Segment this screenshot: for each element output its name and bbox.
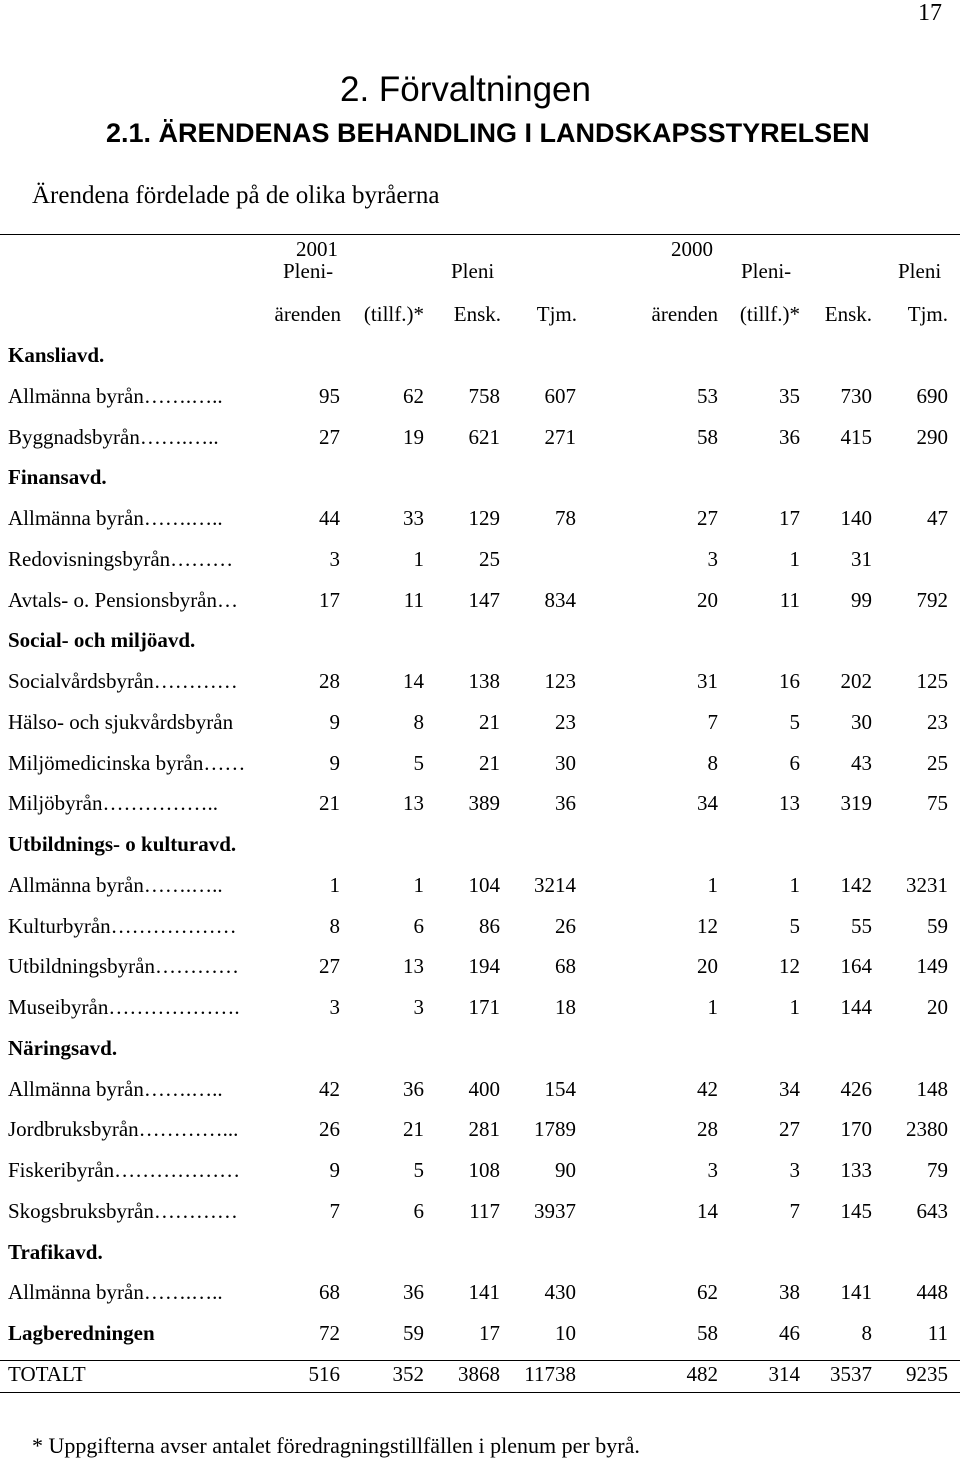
table-cell: 3937	[534, 1198, 576, 1223]
row-label: Utbildningsbyrån…………	[8, 954, 239, 979]
table-cell: 11738	[524, 1361, 576, 1386]
table-cell: 141	[840, 1280, 872, 1305]
table-cell: 125	[916, 669, 948, 693]
department-heading: Kansliavd.	[8, 343, 105, 367]
table-cell: 8	[707, 750, 718, 775]
table-cell: 1	[789, 995, 800, 1019]
header-year-2001: 2001	[296, 237, 338, 261]
table-cell: 11	[403, 587, 424, 612]
table-cell: 1789	[534, 1117, 576, 1142]
table-cell: 319	[840, 791, 872, 816]
table-cell: 123	[544, 669, 576, 693]
table-cell: 389	[468, 791, 500, 816]
table-cell: 42	[697, 1076, 718, 1101]
table-cell: 3231	[906, 872, 948, 897]
table-cell: 7	[707, 709, 718, 734]
table-cell: 3	[329, 995, 340, 1019]
row-label: Byggnadsbyrån…….…..	[8, 424, 219, 449]
table-cell: 281	[468, 1117, 500, 1142]
table-cell: 690	[916, 383, 948, 408]
table-cell: 129	[468, 506, 500, 530]
table-cell: 20	[697, 954, 718, 979]
table-cell: 13	[403, 954, 424, 979]
header-year-2000: 2000	[671, 237, 713, 261]
column-header: (tillf.)*	[739, 302, 800, 326]
table-cell: 68	[555, 954, 576, 979]
table-cell: 643	[916, 1198, 948, 1223]
table-cell: 62	[697, 1280, 718, 1305]
table-cell: 1	[707, 872, 718, 897]
table-cell: 19	[403, 424, 424, 449]
table-cell: 8	[861, 1321, 872, 1345]
table-cell: 21	[479, 709, 500, 734]
table-cell: 17	[319, 587, 340, 612]
table-cell: 400	[468, 1076, 500, 1101]
table-cell: 13	[779, 791, 800, 816]
table-cell: 34	[697, 791, 718, 816]
table-cell: 5	[413, 750, 424, 775]
table-cell: 138	[468, 669, 500, 693]
total-bottom-rule	[0, 1392, 960, 1393]
table-cell: 621	[468, 424, 500, 449]
row-label: Museibyrån……………….	[8, 995, 240, 1019]
row-label: Avtals- o. Pensionsbyrån…	[8, 587, 239, 612]
row-label: Allmänna byrån…….…..	[8, 506, 223, 530]
table-cell: 68	[319, 1280, 340, 1305]
department-heading: Trafikavd.	[8, 1239, 103, 1264]
table-cell: 27	[319, 954, 340, 979]
row-label: Jordbruksbyrån…………...	[8, 1117, 239, 1142]
row-label: Miljömedicinska byrån……	[8, 750, 246, 775]
table-cell: 3	[789, 1158, 800, 1182]
table-cell: 27	[319, 424, 340, 449]
table-cell: 46	[779, 1321, 800, 1345]
footnote: * Uppgifterna avser antalet föredragningstillfällen i plenum per byrå.	[32, 1433, 640, 1458]
table-cell: 352	[392, 1361, 424, 1386]
table-cell: 448	[916, 1280, 948, 1305]
row-label: Skogsbruksbyrån…………	[8, 1198, 238, 1223]
table-cell: 59	[403, 1321, 424, 1345]
department-heading: Finansavd.	[8, 465, 107, 490]
table-cell: 13	[403, 791, 424, 816]
table-cell: 194	[468, 954, 500, 979]
table-cell: 1	[707, 995, 718, 1019]
table-caption: Ärendena fördelade på de olika byråerna	[32, 182, 440, 209]
table-cell: 834	[544, 587, 576, 612]
table-cell: 430	[544, 1280, 576, 1305]
table-cell: 30	[851, 709, 872, 734]
table-cell: 34	[779, 1076, 800, 1101]
table-cell: 7	[329, 1198, 340, 1223]
table-cell: 426	[840, 1076, 872, 1101]
table-cell: 23	[927, 709, 948, 734]
table-cell: 31	[697, 669, 718, 693]
table-cell: 11	[927, 1321, 948, 1345]
table-cell: 141	[468, 1280, 500, 1305]
table-cell: 36	[403, 1280, 424, 1305]
table-cell: 3214	[534, 872, 576, 897]
table-cell: 25	[927, 750, 948, 775]
table-cell: 164	[840, 954, 872, 979]
row-label: Redovisningsbyrån………	[8, 546, 234, 571]
table-cell: 62	[403, 383, 424, 408]
table-cell: 148	[916, 1076, 948, 1101]
table-cell: 415	[840, 424, 872, 449]
table-cell: 147	[468, 587, 500, 612]
table-cell: 1	[413, 872, 424, 897]
table-cell: 17	[779, 506, 800, 530]
table-cell: 31	[851, 546, 872, 571]
table-cell: 3868	[458, 1361, 500, 1386]
table-cell: 792	[916, 587, 948, 612]
table-cell: 55	[851, 913, 872, 938]
table-cell: 33	[403, 506, 424, 530]
table-cell: 3537	[830, 1361, 872, 1386]
table-cell: 3	[707, 546, 718, 571]
table-cell: 171	[468, 995, 500, 1019]
total-top-rule	[0, 1360, 960, 1361]
table-cell: 1	[413, 546, 424, 571]
table-cell: 75	[927, 791, 948, 816]
table-cell: 43	[851, 750, 872, 775]
table-cell: 3	[707, 1158, 718, 1182]
table-cell: 21	[403, 1117, 424, 1142]
table-cell: 9	[329, 709, 340, 734]
header-pleni-tillf-2001: Pleni	[451, 259, 495, 283]
row-label: Allmänna byrån…….…..	[8, 1280, 223, 1305]
table-cell: 12	[779, 954, 800, 979]
column-header: ärenden	[274, 302, 341, 326]
table-cell: 6	[789, 750, 800, 775]
table-cell: 5	[789, 709, 800, 734]
row-label: Hälso- och sjukvårdsbyrån	[8, 709, 234, 734]
column-header: Ensk.	[453, 302, 501, 326]
table-cell: 142	[840, 872, 872, 897]
table-cell: 16	[779, 669, 800, 693]
row-label: TOTALT	[8, 1361, 86, 1386]
row-label: Allmänna byrån…….…..	[8, 1076, 223, 1101]
table-cell: 8	[413, 709, 424, 734]
table-cell: 17	[479, 1321, 500, 1345]
table-cell: 104	[468, 872, 500, 897]
table-cell: 79	[927, 1158, 948, 1182]
table-cell: 14	[697, 1198, 718, 1223]
table-cell: 145	[840, 1198, 872, 1223]
table-cell: 27	[779, 1117, 800, 1142]
row-label: Socialvårdsbyrån…………	[8, 669, 238, 693]
page-number: 17	[918, 0, 942, 26]
table-cell: 58	[697, 1321, 718, 1345]
table-cell: 53	[697, 383, 718, 408]
table-cell: 12	[697, 913, 718, 938]
table-cell: 3	[329, 546, 340, 571]
table-cell: 144	[840, 995, 872, 1019]
column-header: (tillf.)*	[363, 302, 424, 326]
table-cell: 140	[840, 506, 872, 530]
table-cell: 9	[329, 1158, 340, 1182]
table-cell: 58	[697, 424, 718, 449]
header-pleni-tillf-2000: Pleni	[898, 259, 942, 283]
table-cell: 730	[840, 383, 872, 408]
table-cell: 30	[555, 750, 576, 775]
table-cell: 170	[840, 1117, 872, 1142]
table-cell: 154	[544, 1076, 576, 1101]
table-cell: 1	[789, 872, 800, 897]
row-label: Kulturbyrån………………	[8, 913, 237, 938]
table-cell: 516	[308, 1361, 340, 1386]
row-label: Fiskeribyrån………………	[8, 1158, 241, 1182]
table-cell: 10	[555, 1321, 576, 1345]
department-heading: Näringsavd.	[8, 1035, 118, 1060]
table-cell: 1	[329, 872, 340, 897]
table-cell: 202	[840, 669, 872, 693]
row-label: Lagberedningen	[8, 1321, 155, 1345]
table-cell: 99	[851, 587, 872, 612]
table-cell: 44	[319, 506, 340, 530]
table-cell: 11	[779, 587, 800, 612]
table-cell: 271	[544, 424, 576, 449]
table-cell: 482	[686, 1361, 718, 1386]
table-cell: 25	[479, 546, 500, 571]
table-cell: 6	[413, 1198, 424, 1223]
table-cell: 47	[927, 506, 948, 530]
table-cell: 7	[789, 1198, 800, 1223]
row-label: Allmänna byrån…….…..	[8, 872, 223, 897]
table-cell: 133	[840, 1158, 872, 1182]
table-cell: 149	[916, 954, 948, 979]
table-cell: 26	[555, 913, 576, 938]
table-cell: 290	[916, 424, 948, 449]
table-cell: 2380	[906, 1117, 948, 1142]
table-cell: 607	[544, 383, 576, 408]
table-cell: 9	[329, 750, 340, 775]
table-cell: 6	[413, 913, 424, 938]
table-cell: 20	[927, 995, 948, 1019]
table-cell: 38	[779, 1280, 800, 1305]
table-cell: 35	[779, 383, 800, 408]
table-cell: 86	[479, 913, 500, 938]
header-pleni-2001: Pleni-	[283, 259, 334, 283]
table-cell: 1	[789, 546, 800, 571]
table-cell: 90	[555, 1158, 576, 1182]
department-heading: Utbildnings- o kulturavd.	[8, 832, 237, 856]
table-cell: 8	[329, 913, 340, 938]
table-cell: 117	[469, 1198, 500, 1223]
table-cell: 108	[468, 1158, 500, 1182]
row-label: Miljöbyrån……………..	[8, 791, 218, 816]
table-cell: 27	[697, 506, 718, 530]
table-cell: 59	[927, 913, 948, 938]
table-cell: 28	[319, 669, 340, 693]
table-cell: 78	[555, 506, 576, 530]
table-cell: 9235	[906, 1361, 948, 1386]
table-cell: 26	[319, 1117, 340, 1142]
table-cell: 20	[697, 587, 718, 612]
table-cell: 21	[319, 791, 340, 816]
table-cell: 21	[479, 750, 500, 775]
table-cell: 28	[697, 1117, 718, 1142]
table-cell: 3	[413, 995, 424, 1019]
table-cell: 5	[413, 1158, 424, 1182]
row-label: Allmänna byrån…….…..	[8, 383, 223, 408]
table-cell: 18	[555, 995, 576, 1019]
table-cell: 23	[555, 709, 576, 734]
column-header: ärenden	[651, 302, 718, 326]
department-heading: Social- och miljöavd.	[8, 628, 196, 653]
column-header: Tjm.	[536, 302, 577, 326]
column-header: Tjm.	[907, 302, 948, 326]
table-cell: 42	[319, 1076, 340, 1101]
table-cell: 36	[779, 424, 800, 449]
table-top-rule	[0, 234, 960, 235]
table-cell: 758	[468, 383, 500, 408]
table-cell: 314	[768, 1361, 800, 1386]
header-pleni-2000: Pleni-	[741, 259, 792, 283]
table-cell: 14	[403, 669, 424, 693]
table-cell: 36	[555, 791, 576, 816]
table-cell: 5	[789, 913, 800, 938]
page-heading: 2. Förvaltningen	[340, 70, 591, 109]
column-header: Ensk.	[824, 302, 872, 326]
table-cell: 72	[319, 1321, 340, 1345]
table-cell: 36	[403, 1076, 424, 1101]
table-cell: 95	[319, 383, 340, 408]
section-heading: 2.1. ÄRENDENAS BEHANDLING I LANDSKAPSSTYRELSEN	[106, 118, 870, 148]
